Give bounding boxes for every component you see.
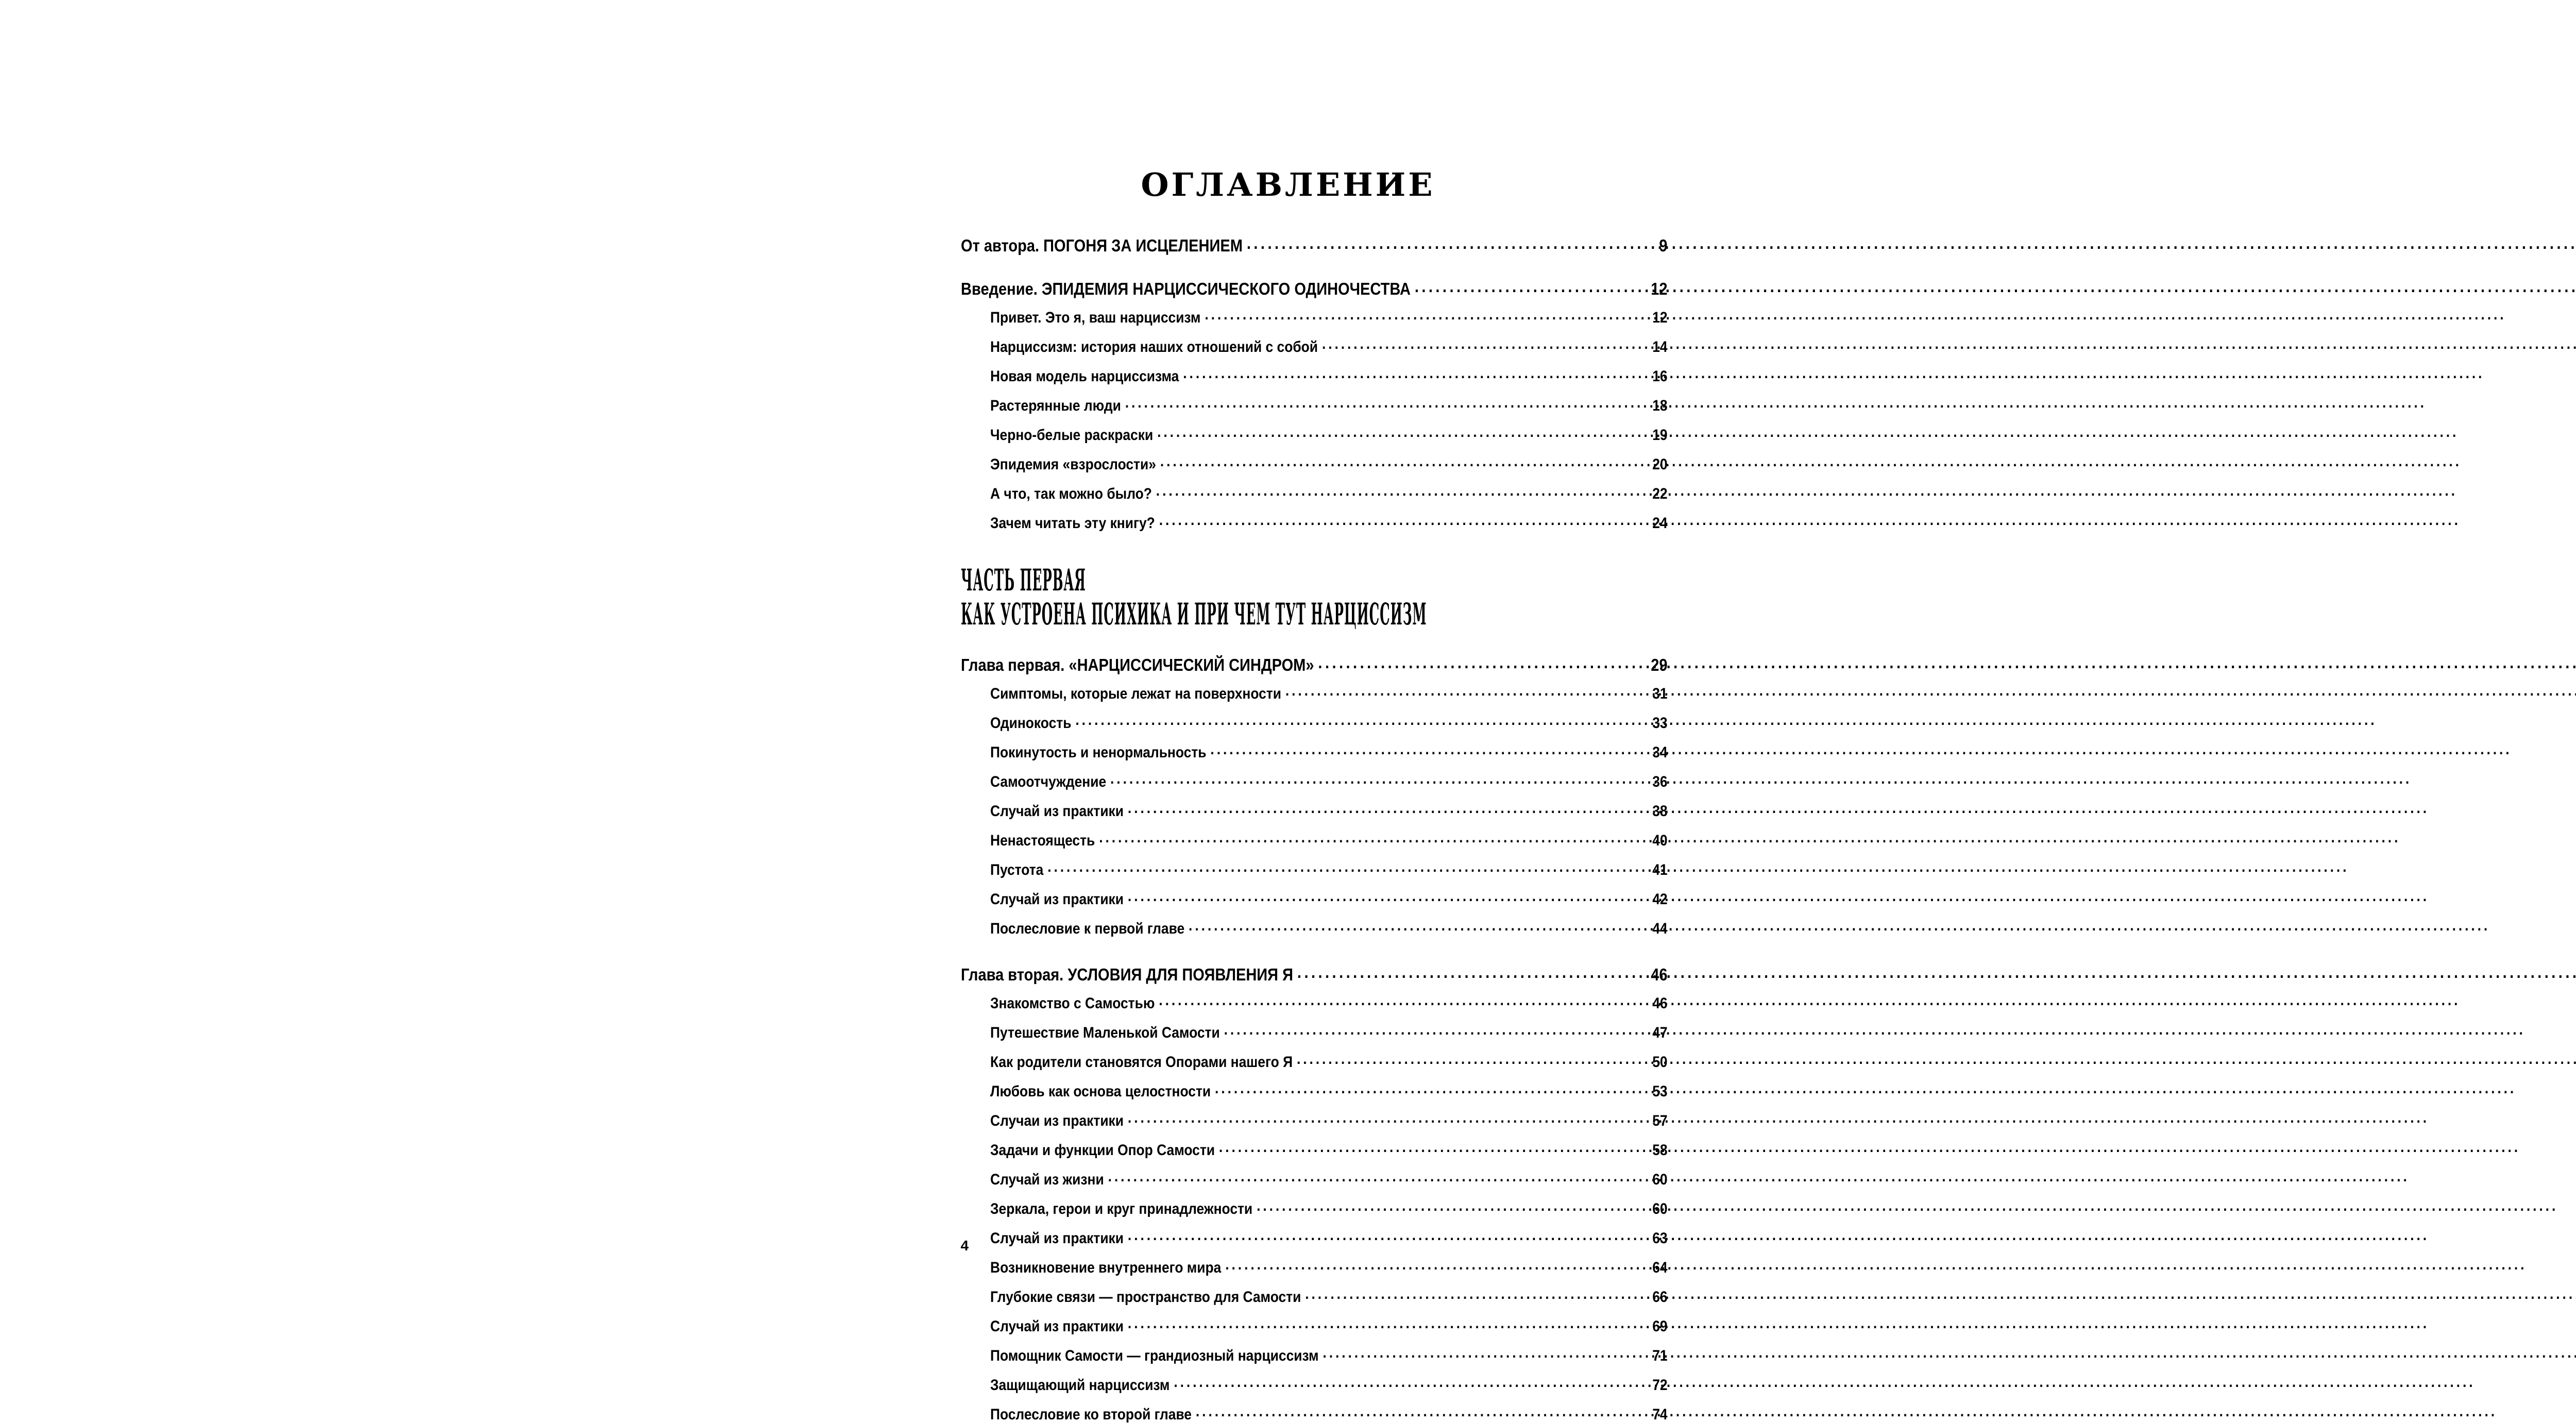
toc-entry-level2[interactable] — [990, 859, 1668, 878]
page-title: ОГЛАВЛЕНИЕ — [1141, 165, 1435, 204]
section-spacer — [961, 254, 1668, 278]
toc-entry-label: Самоотчуждение — [990, 773, 1106, 791]
toc-entry-page: 64 — [1652, 1259, 1668, 1277]
toc-entry-label: Черно-белые раскраски — [990, 427, 1153, 444]
toc-entry-page: 20 — [1652, 456, 1668, 473]
leader-dots — [1174, 1375, 1640, 1390]
toc-entry-page: 12 — [1650, 279, 1668, 298]
toc-entry-level2[interactable] — [990, 1052, 1668, 1070]
toc-entry-label: Привет. Это я, ваш нарциссизм — [990, 309, 1200, 326]
toc-entry-page: 38 — [1652, 803, 1668, 820]
leader-dots — [1305, 1286, 1640, 1302]
leader-dots — [1321, 336, 1639, 352]
toc-entry-page: 42 — [1652, 891, 1668, 908]
toc-entry-level2[interactable] — [990, 1375, 1668, 1393]
leader-dots — [1075, 713, 1640, 728]
toc-entry-level2[interactable] — [990, 801, 1668, 819]
toc-entry-level2[interactable] — [990, 1316, 1668, 1334]
leader-dots — [1224, 1022, 1639, 1038]
toc-entry-level1[interactable] — [961, 278, 1668, 297]
leader-dots — [1189, 918, 1640, 934]
toc-entry-label: Введение. ЭПИДЕМИЯ НАРЦИССИЧЕСКОГО ОДИНОЧЕСТВА — [960, 279, 1411, 298]
toc-entry-label: Симптомы, которые лежат на поверхности — [990, 685, 1281, 703]
toc-entry-level2[interactable] — [990, 454, 1668, 472]
toc-entry-label: Зеркала, герои и круг принадлежности — [990, 1200, 1252, 1218]
toc-entry-page: 33 — [1652, 715, 1668, 732]
toc-entry-label: Покинутость и ненормальность — [990, 744, 1207, 761]
toc-entry-label: Новая модель нарциссизма — [990, 368, 1179, 385]
toc-entry-level2[interactable] — [990, 771, 1668, 790]
page-folio: 4 — [960, 1238, 969, 1253]
toc-entry-page: 36 — [1652, 773, 1668, 791]
toc-entry-label: Знакомство с Самостью — [990, 995, 1155, 1012]
toc-sublist — [990, 683, 1668, 937]
leader-dots — [1127, 801, 1639, 816]
toc-entry-label: От автора. ПОГОНЯ ЗА ИСЦЕЛЕНИЕМ — [960, 236, 1243, 255]
toc-entry-label: Растерянные люди — [990, 397, 1121, 414]
toc-entry-page: 16 — [1652, 368, 1668, 385]
toc-entry-level2[interactable] — [990, 1228, 1668, 1246]
chapter-section — [961, 963, 1668, 1422]
leader-dots — [1127, 1316, 1639, 1331]
toc-entry-label: Случай из практики — [990, 1318, 1124, 1335]
toc-entry-page: 46 — [1652, 995, 1668, 1012]
front-matter-section — [961, 234, 1668, 531]
toc-entry-level2[interactable] — [990, 683, 1668, 702]
toc-entry-level1[interactable] — [961, 963, 1668, 983]
toc-entry-page: 22 — [1652, 485, 1668, 502]
toc-entry-page: 29 — [1650, 655, 1668, 675]
leader-dots — [1159, 513, 1639, 528]
leader-dots — [1110, 771, 1640, 787]
toc-entry-level2[interactable] — [990, 513, 1668, 531]
toc-entry-label: Эпидемия «взрослости» — [990, 456, 1156, 473]
toc-entry-page: 50 — [1652, 1054, 1668, 1071]
leader-dots — [1157, 425, 1640, 440]
toc-entry-level2[interactable] — [990, 918, 1668, 937]
toc-entry-level2[interactable] — [990, 742, 1668, 760]
toc-sublist — [990, 307, 1668, 531]
toc-entry-page: 12 — [1652, 309, 1668, 326]
toc-entry-level2[interactable] — [990, 1140, 1668, 1158]
toc-entry-label: Глубокие связи — пространство для Самости — [990, 1289, 1301, 1306]
toc-entry-level2[interactable] — [990, 889, 1668, 907]
toc-entry-page: 66 — [1652, 1289, 1668, 1306]
toc-entry-label: Ненастоящесть — [990, 832, 1095, 850]
toc-entry-page: 34 — [1652, 744, 1668, 761]
toc-entry-page: 46 — [1650, 965, 1668, 985]
toc-entry-level2[interactable] — [990, 336, 1668, 355]
toc-entry-level2[interactable] — [990, 395, 1668, 414]
toc-entry-label: Защищающий нарциссизм — [990, 1377, 1170, 1394]
toc-entry-level2[interactable] — [990, 1404, 1668, 1422]
toc-entry-page: 24 — [1652, 515, 1668, 532]
toc-entry-label: Послесловие к первой главе — [990, 920, 1184, 938]
toc-entry-page: 57 — [1652, 1112, 1668, 1130]
toc-entry-level2[interactable] — [990, 1257, 1668, 1276]
toc-entry-page: 44 — [1652, 920, 1668, 938]
toc-entry-page: 63 — [1652, 1230, 1668, 1247]
leader-dots — [1108, 1169, 1639, 1184]
toc-entry-level2[interactable] — [990, 1198, 1668, 1217]
toc-entry-label: Зачем читать эту книгу? — [990, 515, 1155, 532]
toc-entry-label: Пустота — [990, 861, 1043, 879]
toc-entry-level2[interactable] — [990, 1169, 1668, 1188]
toc-entry-label: Случай из практики — [990, 891, 1124, 908]
toc-entry-level2[interactable] — [990, 1286, 1668, 1305]
toc-entry-label: Задачи и функции Опор Самости — [990, 1142, 1215, 1159]
toc-content — [961, 234, 1668, 1422]
toc-entry-page: 58 — [1652, 1142, 1668, 1159]
toc-entry-page: 47 — [1652, 1024, 1668, 1042]
toc-entry-label: А что, так можно было? — [990, 485, 1152, 502]
leader-dots — [1195, 1404, 1639, 1419]
part-number: ЧАСТЬ ПЕРВАЯ — [960, 563, 1086, 598]
toc-entry-label: Послесловие ко второй главе — [990, 1406, 1192, 1423]
toc-sublist — [990, 993, 1668, 1422]
toc-entry-level2[interactable] — [990, 425, 1668, 443]
leader-dots — [1257, 1198, 1640, 1214]
leader-dots — [1285, 683, 1639, 699]
toc-entry-label: Нарциссизм: история наших отношений с собой — [990, 338, 1318, 355]
toc-entry-page: 18 — [1652, 397, 1668, 414]
leader-dots — [1225, 1257, 1640, 1273]
leader-dots — [1047, 859, 1640, 875]
toc-entry-page: 53 — [1652, 1083, 1668, 1100]
toc-entry-label: Глава вторая. УСЛОВИЯ ДЛЯ ПОЯВЛЕНИЯ Я — [960, 965, 1293, 985]
leader-dots — [1215, 1081, 1640, 1096]
toc-entry-label: Случаи из практики — [990, 1112, 1124, 1130]
leader-dots — [1125, 395, 1639, 411]
leader-dots — [1218, 1140, 1639, 1155]
toc-entry-label: Как родители становятся Опорами нашего Я — [990, 1054, 1293, 1071]
toc-entry-level2[interactable] — [990, 830, 1668, 849]
leader-dots — [1297, 963, 1639, 980]
toc-entry-page: 69 — [1652, 1318, 1668, 1335]
toc-entry-page: 60 — [1652, 1171, 1668, 1189]
toc-entry-level2[interactable] — [990, 307, 1668, 326]
toc-entry-page: 41 — [1652, 861, 1668, 879]
toc-entry-page: 19 — [1652, 427, 1668, 444]
toc-entry-page: 14 — [1652, 338, 1668, 355]
toc-entry-label: Помощник Самости — грандиозный нарциссизм — [990, 1347, 1319, 1365]
leader-dots — [1323, 1345, 1639, 1361]
toc-page — [810, 0, 1766, 1423]
chapter-spacer — [961, 937, 1668, 963]
chapter-section — [961, 654, 1668, 937]
leader-dots — [1160, 454, 1639, 469]
leader-dots — [1127, 889, 1639, 904]
toc-entry-page: 71 — [1652, 1347, 1668, 1365]
toc-entry-page: 31 — [1652, 685, 1668, 703]
leader-dots — [1414, 278, 1639, 295]
toc-entry-level2[interactable] — [990, 1022, 1668, 1041]
toc-entry-label: Случай из практики — [990, 1230, 1124, 1247]
toc-entry-level2[interactable] — [990, 713, 1668, 731]
leader-dots — [1127, 1228, 1639, 1243]
leader-dots — [1205, 307, 1640, 323]
toc-entry-page: 74 — [1652, 1406, 1668, 1423]
toc-entry-label: Возникновение внутреннего мира — [990, 1259, 1221, 1277]
toc-entry-label: Глава первая. «НАРЦИССИЧЕСКИЙ СИНДРОМ» — [960, 655, 1314, 675]
toc-entry-level2[interactable] — [990, 1110, 1668, 1129]
leader-dots — [1099, 830, 1640, 845]
toc-entry-page: 60 — [1652, 1200, 1668, 1218]
toc-entry-level1[interactable] — [961, 654, 1668, 673]
toc-entry-level2[interactable] — [990, 1081, 1668, 1099]
leader-dots — [1296, 1052, 1639, 1067]
leader-dots — [1183, 366, 1640, 381]
toc-entry-label: Случай из жизни — [990, 1171, 1104, 1189]
leader-dots — [1210, 742, 1639, 757]
leader-dots — [1318, 654, 1639, 671]
toc-entry-page: 72 — [1652, 1377, 1668, 1394]
toc-entry-level2[interactable] — [990, 483, 1668, 502]
leader-dots — [1156, 483, 1639, 499]
toc-entry-page: 40 — [1652, 832, 1668, 850]
toc-entry-level2[interactable] — [990, 366, 1668, 384]
leader-dots — [1127, 1110, 1639, 1126]
leader-dots — [1246, 234, 1639, 251]
toc-entry-label: Любовь как основа целостности — [990, 1083, 1211, 1100]
toc-entry-label: Случай из практики — [990, 803, 1124, 820]
part-title: КАК УСТРОЕНА ПСИХИКА И ПРИ ЧЕМ ТУТ НАРЦИССИЗМ — [960, 597, 1427, 632]
toc-entry-page: 9 — [1658, 236, 1668, 255]
part-heading — [961, 563, 1668, 631]
toc-entry-level2[interactable] — [990, 1345, 1668, 1364]
toc-entry-level2[interactable] — [990, 993, 1668, 1011]
toc-entry-label: Путешествие Маленькой Самости — [990, 1024, 1220, 1042]
toc-entry-level1[interactable] — [961, 234, 1668, 254]
toc-entry-label: Одинокость — [990, 715, 1071, 732]
leader-dots — [1159, 993, 1640, 1008]
